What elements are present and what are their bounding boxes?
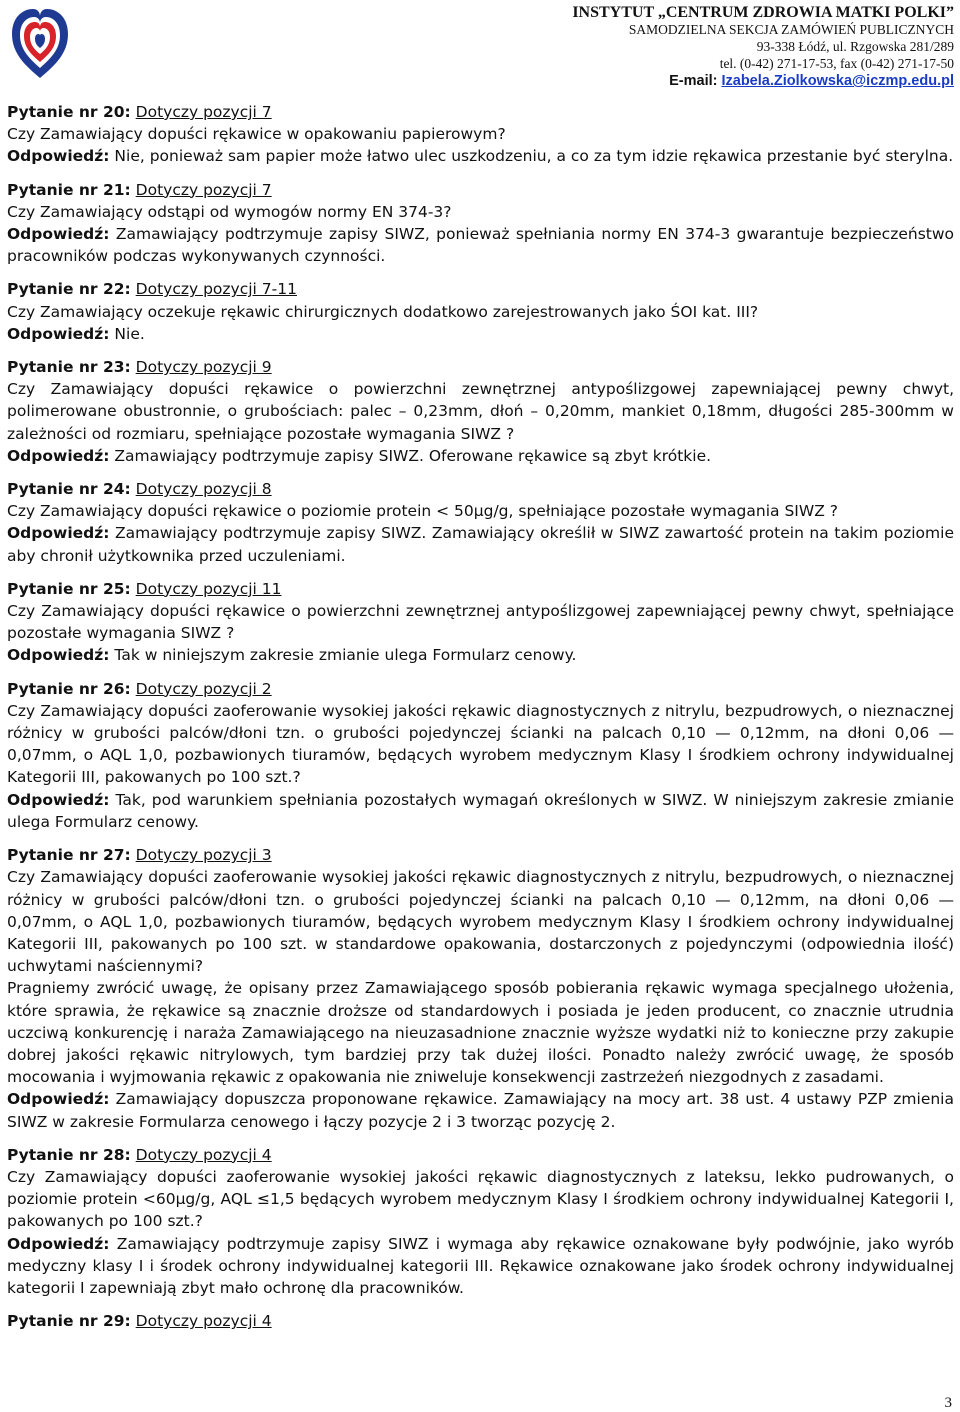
email-link[interactable]: Izabela.Ziolkowska@iczmp.edu.pl (721, 73, 954, 89)
question-label: Pytanie nr 22: (7, 280, 131, 299)
question-ref: Dotyczy pozycji 7 (135, 103, 272, 121)
answer-label: Odpowiedź: (7, 646, 110, 665)
question-ref: Dotyczy pozycji 8 (135, 480, 272, 499)
question-ref: Dotyczy pozycji 4 (135, 1312, 272, 1331)
question-heading (7, 101, 954, 123)
answer (7, 1233, 954, 1300)
question-ref: Dotyczy pozycji 11 (135, 579, 282, 598)
question-ref: Dotyczy pozycji 9 (135, 358, 272, 377)
answer-text: Zamawiający podtrzymuje zapisy SIWZ. Oferowane rękawice są zbyt krótkie. (114, 446, 712, 465)
phone-fax: tel. (0-42) 271-17-53, fax (0-42) 271-17-50 (719, 56, 954, 71)
question-heading (7, 1310, 954, 1332)
question-label: Pytanie nr 25: (7, 579, 131, 598)
question-label: Pytanie nr 29: (7, 1312, 131, 1331)
institute-name: INSTYTUT „CENTRUM ZDROWIA MATKI POLKI” (572, 4, 954, 21)
answer-text: Zamawiający podtrzymuje zapisy SIWZ, ponieważ spełniania normy EN 374-3 gwarantuje bezpieczeństwo pracowników podczas wykonywanych czynności. (7, 225, 955, 266)
question-label: Pytanie nr 24: (7, 480, 131, 499)
question-heading (7, 278, 954, 300)
question-heading (7, 179, 954, 201)
answer (7, 445, 954, 467)
question-heading (7, 844, 954, 866)
question-ref: Dotyczy pozycji 4 (135, 1145, 272, 1164)
question-text: Czy Zamawiający dopuści zaoferowanie wysokiej jakości rękawic diagnostycznych z nitrylu, bezpudrowych, o nieznacznej różnicy w grubości palców/dłoni tzn. o grubości pojedynczej ścianki na palcach 0,10 — 0,12mm, na dłoni 0,06 — 0,07mm, o AQL 1,0, pozbawionych tiuramów, będących wyrobem medycznym Klasy I środkiem ochrony indywidualnej Kategorii III, pakowanych po 100 szt.? (7, 701, 954, 787)
question-heading (7, 1144, 954, 1166)
question-ref: Dotyczy pozycji 7 (135, 180, 272, 199)
answer-label: Odpowiedź: (7, 446, 110, 465)
question-label: Pytanie nr 20: (7, 103, 131, 121)
answer-text: Tak, pod warunkiem spełniania pozostałych wymagań określonych w SIWZ. W niniejszym zakresie zmianie ulega Formularz cenowy. (7, 790, 954, 831)
answer (7, 145, 954, 167)
letterhead-text (572, 3, 954, 90)
answer-label: Odpowiedź: (7, 1234, 110, 1253)
answer-label: Odpowiedź: (7, 147, 110, 166)
answer-label: Odpowiedź: (7, 324, 110, 343)
question-heading (7, 578, 954, 600)
question-label: Pytanie nr 26: (7, 679, 131, 698)
page-number: 3 (944, 1395, 952, 1411)
question-label: Pytanie nr 28: (7, 1145, 131, 1164)
answer (7, 1088, 954, 1132)
question-text: Czy Zamawiający dopuści zaoferowanie wysokiej jakości rękawic diagnostycznych z lateksu, lekko pudrowanych, o poziomie protein <60µg/g, AQL ≤1,5 będących wyrobem medycznym Klasy I środkiem ochrony indywidualnej Kategorii I, pakowanych po 100 szt.? (7, 1167, 954, 1231)
heart-logo-icon (8, 4, 72, 82)
answer-text: Zamawiający podtrzymuje zapisy SIWZ i wymaga aby rękawice oznakowane były podwójnie, jako wyrób medyczny klasy I i środek ochrony indywidualnej kategorii III. Rękawice oznakowane jako środek ochrony indywidualnej kategorii I zapewniają zbyt mało ochronę dla pracowników. (7, 1234, 955, 1297)
letterhead (0, 0, 960, 96)
question-text: Czy Zamawiający dopuści zaoferowanie wysokiej jakości rękawic diagnostycznych z nitrylu, bezpudrowych, o nieznacznej różnicy w grubości palców/dłoni tzn. o grubości pojedynczej ścianki na palcach 0,10 — 0,12mm, na dłoni 0,06 — 0,07mm, o AQL 1,0, pozbawionych tiuramów, będących wyrobem medycznym Klasy I środkiem ochrony indywidualnej Kategorii III, pakowanych po 100 szt. w standardowe opakowania, dostarczonych z pojedynczymi (odpowiednia ilość) uchwytami naściennymi? (7, 868, 954, 976)
answer-label: Odpowiedź: (7, 790, 110, 809)
answer-text: Tak w niniejszym zakresie zmianie ulega Formularz cenowy. (114, 646, 577, 665)
answer-text: Zamawiający dopuszcza proponowane rękawice. Zamawiający na mocy art. 38 ust. 4 ustawy PZP zmienia SIWZ w zakresie Formularza cenowego i łączy pozycje 2 i 3 tworząc pozycję 2. (7, 1090, 954, 1131)
answer (7, 323, 954, 345)
answer (7, 644, 954, 666)
email-line (572, 72, 954, 90)
email-label: E-mail: (669, 73, 718, 89)
answer-text: Nie, ponieważ sam papier może łatwo ulec uszkodzeniu, a co za tym idzie rękawica przestanie być sterylna. (114, 147, 954, 166)
question-heading (7, 478, 954, 500)
document-body (7, 97, 954, 1332)
address: 93-338 Łódź, ul. Rzgowska 281/289 (756, 39, 954, 54)
question-label: Pytanie nr 27: (7, 846, 131, 865)
answer-label: Odpowiedź: (7, 1090, 110, 1109)
question-heading (7, 356, 954, 378)
question-text: Czy Zamawiający dopuści rękawice o poziomie protein < 50µg/g, spełniające pozostałe wymagania SIWZ ? (7, 502, 838, 521)
question-extra-text: Pragniemy zwrócić uwagę, że opisany przez Zamawiającego sposób pobierania rękawic wymaga specjalnego ułożenia, które sprawia, że rękawice są znacznie droższe od standardowych i posiada je jeden producent, co znacznie utrudnia uczciwą konkurencję i naraża Zamawiającego na nieuzasadnione znacznie wyższe wydatki niż to konieczne przy zakupie dobrej jakości rękawic nitrylowych, tym bardziej przy tak dużej ilości. Ponadto należy zwrócić uwagę, że sposób mocowania i wyjmowania rękawic z opakowania nie zniweluje konsekwencji zastrzeżeń niezgodnych z zasadami. (7, 979, 954, 1087)
question-ref: Dotyczy pozycji 7-11 (135, 280, 297, 299)
answer (7, 789, 954, 833)
question-text: Czy Zamawiający odstąpi od wymogów normy EN 374-3? (7, 202, 452, 221)
question-text: Czy Zamawiający oczekuje rękawic chirurgicznych dodatkowo zarejestrowanych jako ŚOI kat. III? (7, 302, 759, 321)
question-label: Pytanie nr 21: (7, 180, 131, 199)
answer (7, 223, 954, 267)
answer-label: Odpowiedź: (7, 524, 110, 543)
answer (7, 522, 954, 566)
question-label: Pytanie nr 23: (7, 358, 131, 377)
department-name: SAMODZIELNA SEKCJA ZAMÓWIEŃ PUBLICZNYCH (628, 22, 954, 37)
question-text: Czy Zamawiający dopuści rękawice o powierzchni zewnętrznej antypoślizgowej zapewniającej pewny chwyt, polimerowane obustronnie, o grubościach: palec – 0,23mm, dłoń – 0,20mm, mankiet 0,18mm, długości 285-300mm w zależności od rozmiaru, spełniające pozostałe wymagania SIWZ ? (7, 380, 954, 443)
answer-text: Nie. (114, 324, 145, 343)
question-text: Czy Zamawiający dopuści rękawice w opakowaniu papierowym? (7, 125, 506, 144)
question-heading (7, 678, 954, 700)
question-ref: Dotyczy pozycji 2 (135, 679, 272, 698)
answer-label: Odpowiedź: (7, 225, 110, 244)
question-ref: Dotyczy pozycji 3 (135, 846, 272, 865)
question-text: Czy Zamawiający dopuści rękawice o powierzchni zewnętrznej antypoślizgowej zapewniającej pewny chwyt, spełniające pozostałe wymagania SIWZ ? (7, 602, 954, 643)
answer-text: Zamawiający podtrzymuje zapisy SIWZ. Zamawiający określił w SIWZ zawartość protein na takim poziomie aby chronił użytkownika przed uczuleniami. (7, 524, 954, 565)
